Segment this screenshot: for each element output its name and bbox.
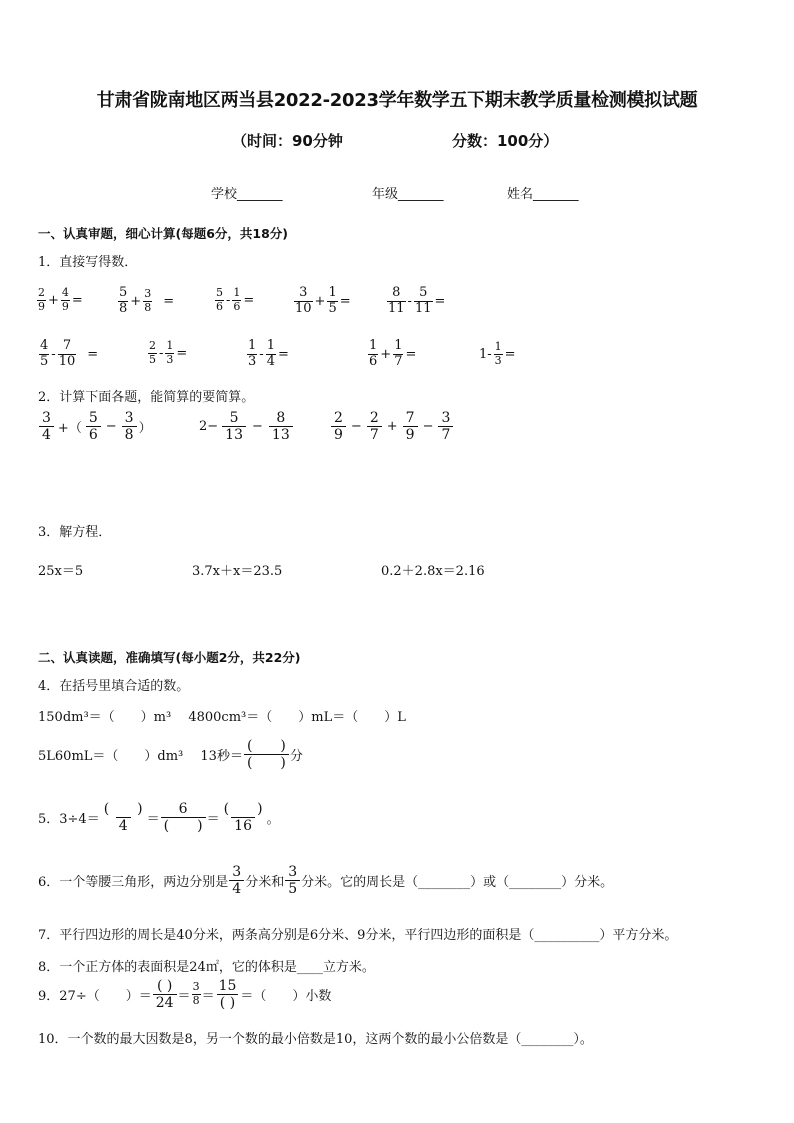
fraction: $\frac{5}{8}$: [119, 285, 128, 316]
fraction: $\frac{5}{13}$: [222, 410, 246, 443]
fraction: $\frac{4}{9}$: [61, 286, 69, 313]
fraction: $\frac{1}{3}$: [248, 338, 257, 369]
page-title: 甘肃省陇南地区两当县2022-2023学年数学五下期末教学质量检测模拟试题: [96, 90, 698, 111]
fraction: $\frac{2}{7}$: [367, 410, 382, 443]
fraction: $\frac{( )}{16}$: [223, 801, 263, 835]
fraction: $\frac{2}{9}$: [38, 286, 45, 313]
exam-time: （时间：90分钟: [232, 132, 343, 150]
name-field[interactable]: 姓名_______: [507, 187, 579, 202]
grade-field[interactable]: 年级_______: [372, 187, 444, 202]
fraction: $\frac{1}{3}$: [166, 339, 174, 366]
equation-3: 0.2＋2.8x＝2.16: [381, 564, 485, 579]
fraction: $\frac{2}{9}$: [331, 410, 346, 443]
fraction: $\frac{5}{6}$: [86, 410, 101, 443]
q1-item: $\frac{8}{11}$ - $\frac{5}{11}$ =: [388, 285, 446, 316]
fraction: $\frac{1}{6}$: [233, 286, 241, 313]
question-9: 9．27÷（ ）＝ $\frac{( )}{24}$ ＝ $\frac{3}{8}$ ＝ $\frac{15}{( )}$ ＝（ ）小数: [38, 978, 332, 1012]
fraction: $\frac{1}{5}$: [328, 285, 337, 316]
fraction: $\frac{1}{6}$: [369, 338, 378, 369]
fraction: $\frac{1}{4}$: [266, 338, 275, 369]
q2-expression-1: $\frac{3}{4}$ +（ $\frac{5}{6}$ − $\frac{3}{8}$ ）: [38, 410, 153, 443]
fraction: $\frac{( )}{4}$: [103, 801, 143, 835]
equation-2: 3.7x＋x＝23.5: [192, 564, 283, 579]
fraction: $\frac{3}{8}$: [122, 410, 137, 443]
q2-expression-2: 2− $\frac{5}{13}$ − $\frac{8}{13}$: [198, 410, 294, 443]
fraction: $\frac{3}{5}$: [285, 864, 300, 897]
question-4-label: 4．在括号里填合适的数。: [38, 679, 190, 694]
fraction: $\frac{3}{10}$: [295, 285, 312, 316]
question-7: 7．平行四边形的周长是40分米，两条高分别是6分米、9分米，平行四边形的面积是（__________）平方分米。: [38, 928, 678, 943]
fraction: $\frac{7}{10}$: [58, 338, 76, 369]
section-1-title: 一、认真审题，细心计算(每题6分，共18分): [38, 226, 289, 241]
question-5: 5．3÷4＝ $\frac{( )}{4}$ ＝ $\frac{6}{( )}$ ＝ $\frac{( )}{16}$ 。: [38, 801, 280, 835]
q1-item: $\frac{5}{6}$ - $\frac{1}{6}$ =: [216, 286, 255, 313]
fraction: $\frac{1}{3}$: [494, 340, 502, 367]
q4-line-1: 150dm³＝（ ）m³ 4800cm³＝（ ）mL＝（ ）L: [38, 710, 406, 725]
equation-1: 25x＝5: [38, 564, 84, 579]
question-1-label: 1．直接写得数．: [38, 255, 138, 270]
q1-item: 1- $\frac{1}{3}$ =: [479, 340, 516, 367]
fraction: $\frac{5}{6}$: [216, 286, 223, 313]
q1-item: $\frac{1}{6}$ + $\frac{1}{7}$ =: [369, 338, 417, 369]
fraction: $\frac{3}{8}$: [144, 287, 152, 314]
fraction: $\frac{6}{( )}$: [161, 801, 206, 834]
fraction: $\frac{8}{11}$: [388, 285, 405, 316]
question-6: 6．一个等腰三角形，两边分别是 $\frac{3}{4}$ 分米和 $\frac{3}{5}$ 分米。它的周长是（________）或（________）分米。: [38, 864, 614, 898]
fraction: $\frac{5}{11}$: [414, 285, 432, 316]
fraction: $\frac{15}{( )}$: [218, 978, 237, 1012]
section-2-title: 二、认真读题，准确填写(每小题2分，共22分): [38, 650, 301, 665]
q1-item: $\frac{3}{10}$ + $\frac{1}{5}$ =: [295, 285, 351, 316]
school-field[interactable]: 学校_______: [211, 187, 283, 202]
fraction: $\frac{7}{9}$: [403, 410, 418, 443]
q1-item: $\frac{5}{8}$ + $\frac{3}{8}$ =: [119, 285, 175, 316]
fraction: $\frac{3}{4}$: [39, 410, 54, 443]
question-10: 10．一个数的最大因数是8，另一个数的最小倍数是10，这两个数的最小公倍数是（________）。: [38, 1032, 593, 1047]
question-3-label: 3．解方程．: [38, 525, 112, 540]
q4-line-2: 5L60mL＝（ ）dm³ 13秒＝ $\frac{( )}{( )}$ 分: [38, 738, 303, 772]
q2-expression-3: $\frac{2}{9}$ − $\frac{2}{7}$ + $\frac{7}{9}$ − $\frac{3}{7}$: [330, 410, 454, 443]
fraction: $\frac{3}{4}$: [229, 864, 244, 897]
question-8: 8．一个正方体的表面积是24㎡，它的体积是____立方米。: [38, 960, 375, 975]
fraction: $\frac{3}{8}$: [192, 980, 200, 1008]
fraction: $\frac{2}{5}$: [149, 339, 156, 366]
fraction: $\frac{8}{13}$: [269, 410, 293, 443]
question-2-label: 2．计算下面各题，能简算的要简算。: [38, 390, 255, 405]
q1-item: $\frac{2}{5}$ - $\frac{1}{3}$ =: [149, 339, 188, 366]
fraction: $\frac{( )}{( )}$: [244, 738, 289, 771]
fraction: $\frac{1}{7}$: [394, 338, 403, 369]
q1-item: $\frac{4}{5}$ - $\frac{7}{10}$ =: [40, 338, 99, 369]
fraction: $\frac{3}{7}$: [438, 410, 453, 443]
exam-score: 分数：100分）: [452, 132, 559, 150]
fraction: $\frac{4}{5}$: [40, 338, 49, 369]
q1-item: $\frac{1}{3}$ - $\frac{1}{4}$ =: [248, 338, 289, 369]
fraction: $\frac{( )}{24}$: [153, 978, 177, 1011]
q1-item: $\frac{2}{9}$ + $\frac{4}{9}$ =: [38, 286, 83, 313]
